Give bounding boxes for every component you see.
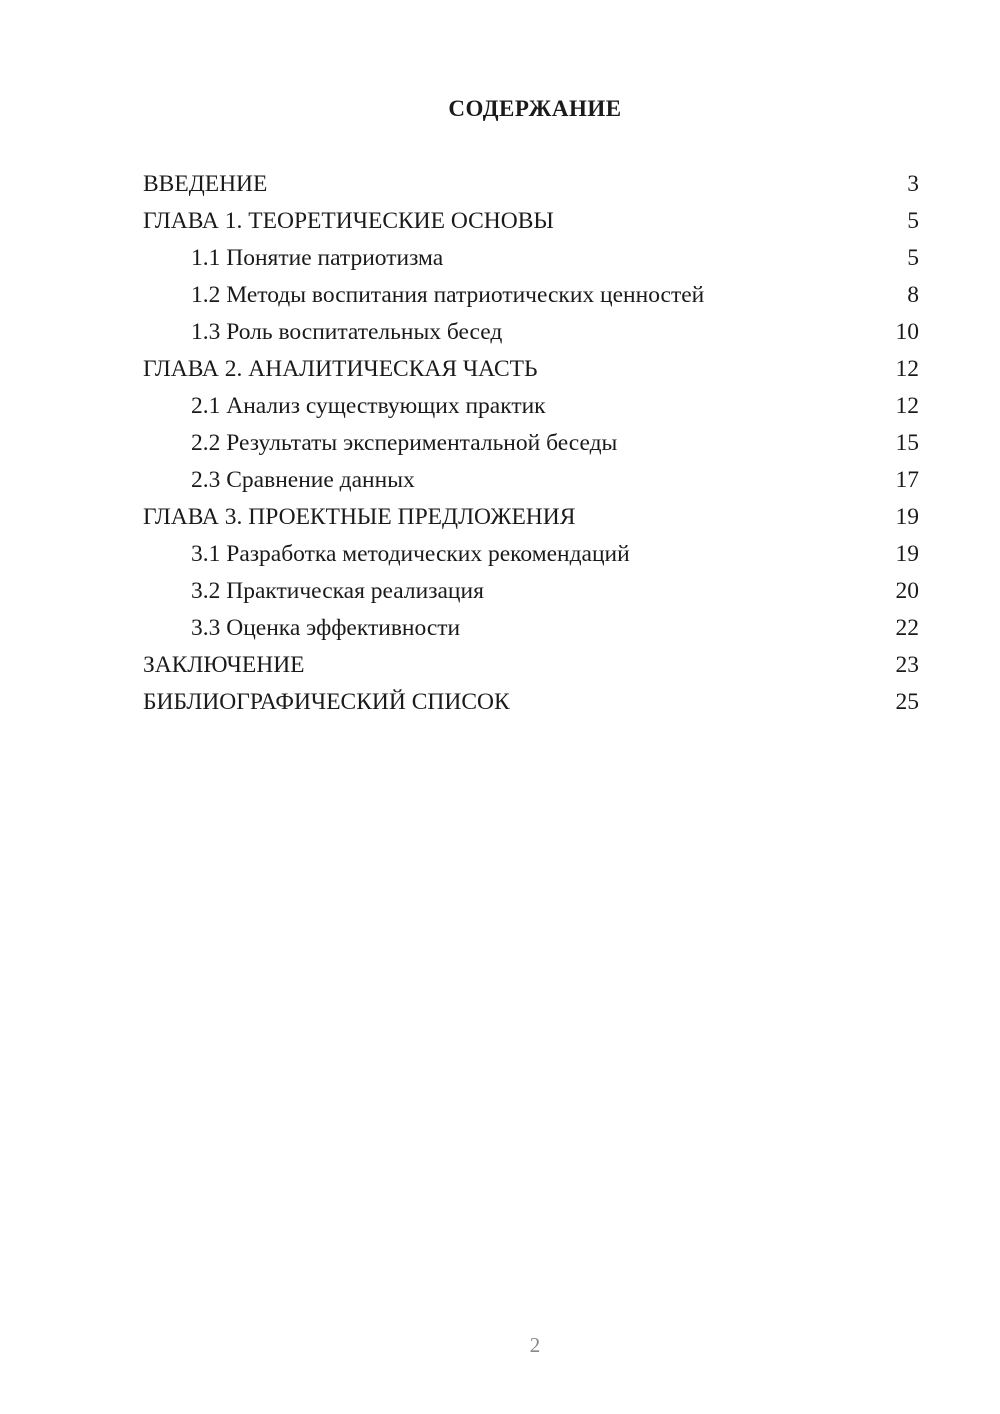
- toc-entry-page: 3: [907, 171, 919, 197]
- toc-entry-section-3-2: [143, 573, 919, 610]
- toc-entry-label: 2.2 Результаты экспериментальной беседы: [191, 430, 618, 456]
- toc-entry-label: ВВЕДЕНИЕ: [143, 171, 268, 197]
- toc-entry-section-2-1: [143, 388, 919, 425]
- toc-entry-label: 3.3 Оценка эффективности: [191, 615, 461, 641]
- toc-entry-conclusion: [143, 647, 919, 684]
- table-of-contents: [143, 166, 919, 721]
- toc-entry-label: 3.2 Практическая реализация: [191, 578, 484, 604]
- toc-entry-label: ЗАКЛЮЧЕНИЕ: [143, 652, 305, 678]
- toc-entry-section-2-2: [143, 425, 919, 462]
- toc-entry-label: БИБЛИОГРАФИЧЕСКИЙ СПИСОК: [143, 689, 510, 715]
- toc-entry-page: 23: [895, 652, 919, 678]
- toc-entry-section-1-3: [143, 314, 919, 351]
- toc-entry-section-3-1: [143, 536, 919, 573]
- toc-entry-section-1-2: [143, 277, 919, 314]
- toc-entry-page: 19: [895, 504, 919, 530]
- toc-entry-page: 5: [907, 245, 919, 271]
- toc-entry-label: 2.3 Сравнение данных: [191, 467, 415, 493]
- toc-entry-label: 1.3 Роль воспитательных бесед: [191, 319, 503, 345]
- toc-entry-page: 12: [895, 356, 919, 382]
- toc-entry-bibliography: [143, 684, 919, 721]
- page-title: СОДЕРЖАНИЕ: [448, 96, 622, 121]
- toc-entry-page: 8: [907, 282, 919, 308]
- toc-entry-page: 10: [895, 319, 919, 345]
- toc-entry-page: 12: [895, 393, 919, 419]
- toc-entry-introduction: [143, 166, 919, 203]
- toc-entry-page: 19: [895, 541, 919, 567]
- toc-entry-page: 17: [895, 467, 919, 493]
- toc-entry-page: 25: [895, 689, 919, 715]
- toc-entry-page: 15: [895, 430, 919, 456]
- toc-entry-label: 1.2 Методы воспитания патриотических ценностей: [191, 282, 705, 308]
- toc-entry-section-3-3: [143, 610, 919, 647]
- toc-entry-label: 2.1 Анализ существующих практик: [191, 393, 546, 419]
- toc-entry-label: ГЛАВА 1. ТЕОРЕТИЧЕСКИЕ ОСНОВЫ: [143, 208, 554, 234]
- toc-entry-page: 20: [895, 578, 919, 604]
- toc-entry-page: 5: [907, 208, 919, 234]
- toc-entry-chapter-2: [143, 351, 919, 388]
- toc-entry-label: ГЛАВА 3. ПРОЕКТНЫЕ ПРЕДЛОЖЕНИЯ: [143, 504, 576, 530]
- toc-entry-label: 3.1 Разработка методических рекомендаций: [191, 541, 630, 567]
- toc-entry-chapter-3: [143, 499, 919, 536]
- toc-entry-page: 22: [895, 615, 919, 641]
- toc-entry-section-2-3: [143, 462, 919, 499]
- page-number: 2: [529, 1333, 541, 1357]
- toc-entry-label: 1.1 Понятие патриотизма: [191, 245, 444, 271]
- toc-entry-label: ГЛАВА 2. АНАЛИТИЧЕСКАЯ ЧАСТЬ: [143, 356, 538, 382]
- toc-entry-section-1-1: [143, 240, 919, 277]
- toc-entry-chapter-1: [143, 203, 919, 240]
